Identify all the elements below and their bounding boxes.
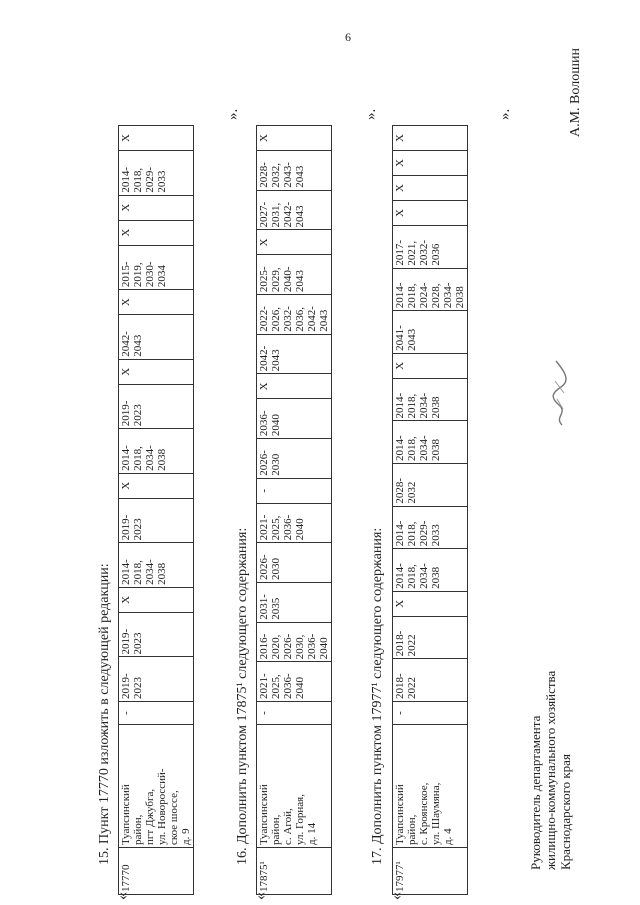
row-cell: 2042- 2043 — [119, 315, 194, 360]
row-cell: 2028- 2032 — [393, 464, 468, 507]
row-cell: 2025- 2029, 2040- 2043 — [257, 255, 332, 295]
row-cell: 2018- 2022 — [393, 616, 468, 659]
row-cell: 2041- 2043 — [393, 311, 468, 354]
row-cell: 2018- 2022 — [393, 659, 468, 702]
row-cell: 2014- 2018, 2034- 2038 — [393, 421, 468, 464]
row-cell: X — [119, 290, 194, 315]
row-cell: 2026- 2030 — [257, 439, 332, 479]
row-cell: 2014- 2018, 2024- 2028, 2034- 2038 — [393, 268, 468, 311]
section-16-heading: 16. Дополнить пунктом 17875¹ следующего содержания: — [235, 527, 250, 865]
row-cell: X — [119, 473, 194, 498]
row-cell: 2031- 2035 — [257, 583, 332, 623]
row-cell: 2028- 2032, 2043- 2043 — [257, 151, 332, 191]
row-cell: X — [119, 195, 194, 220]
row-cell: 2014- 2018, 2034- 2038 — [393, 549, 468, 592]
row-cell: 2027- 2031, 2042- 2043 — [257, 190, 332, 230]
row-cell: 2019- 2023 — [119, 612, 194, 657]
row-cell: X — [393, 151, 468, 176]
section-17-open-quote: « — [388, 892, 405, 900]
row-address: Туапсинский район, пгт Джубга, ул. Новороссий- ское шоссе, д. 9 — [119, 725, 194, 848]
row-cell: 2026- 2030 — [257, 543, 332, 583]
row-cell: X — [119, 587, 194, 612]
signer-position: Руководитель департамента жилищно-коммунального хозяйства Краснодарского края — [528, 670, 573, 870]
row-cell: - — [257, 478, 332, 503]
row-cell: 2036- 2040 — [257, 399, 332, 439]
row-cell: 2014- 2018, 2034- 2038 — [393, 378, 468, 421]
row-address: Туапсинский район, с. Кроянское, ул. Шаумяна, д. 4 — [393, 725, 468, 848]
table-row — [257, 126, 332, 895]
row-cell: 2042- 2043 — [257, 334, 332, 374]
row-number: 17875¹ — [257, 848, 332, 895]
row-cell: 2014- 2018, 2034- 2038 — [119, 429, 194, 474]
row-cell: 2017- 2021, 2032- 2036 — [393, 226, 468, 269]
section-15-open-quote: « — [114, 892, 131, 900]
row-cell: X — [257, 230, 332, 255]
row-cell: - — [257, 702, 332, 725]
row-cell: 2014- 2018, 2029- 2033 — [393, 506, 468, 549]
row-cell: 2019- 2023 — [119, 384, 194, 429]
row-cell: X — [119, 220, 194, 245]
row-cell: 2022- 2026, 2032- 2036, 2042- 2043 — [257, 295, 332, 335]
row-cell: X — [393, 201, 468, 226]
section-17-close-quote: ». — [497, 108, 513, 120]
section-15-table — [118, 125, 194, 895]
row-number: 17977¹ — [393, 848, 468, 895]
page-number: 6 — [345, 30, 351, 44]
row-cell: 2019- 2023 — [119, 657, 194, 702]
row-cell: X — [393, 591, 468, 616]
row-cell: 2019- 2023 — [119, 498, 194, 543]
signer-name: А.М. Волошин — [568, 48, 583, 137]
row-address: Туапсинский район, с. Агой, ул. Горная, д. 14 — [257, 725, 332, 848]
row-cell: X — [393, 126, 468, 151]
row-cell: - — [119, 702, 194, 725]
handwritten-signature-icon — [548, 357, 570, 427]
row-cell: 2014- 2018, 2034- 2038 — [119, 543, 194, 588]
section-15-close-quote: ». — [225, 108, 241, 120]
table-row — [119, 126, 194, 895]
row-cell: X — [393, 353, 468, 378]
section-16-close-quote: ». — [363, 108, 379, 120]
row-cell: X — [257, 126, 332, 151]
section-15-heading: 15. Пункт 17770 изложить в следующей редакции: — [97, 563, 112, 865]
row-cell: 2015- 2019, 2030- 2034 — [119, 245, 194, 290]
table-row — [393, 126, 468, 895]
row-cell: - — [393, 702, 468, 725]
row-cell: X — [257, 374, 332, 399]
row-cell: 2014- 2018, 2029- 2033 — [119, 151, 194, 196]
section-16-open-quote: « — [252, 892, 269, 900]
row-cell: X — [393, 176, 468, 201]
row-cell: 2021- 2025, 2036- 2040 — [257, 662, 332, 702]
section-17-heading: 17. Дополнить пунктом 17977¹ следующего содержания: — [370, 527, 385, 865]
section-17-table — [392, 125, 468, 895]
row-cell: X — [119, 359, 194, 384]
row-cell: 2016- 2020, 2026- 2030, 2036- 2040 — [257, 622, 332, 662]
row-cell: 2021- 2025, 2036- 2040 — [257, 503, 332, 543]
row-number: 17770 — [119, 848, 194, 895]
section-16-table — [256, 125, 332, 895]
row-cell: X — [119, 126, 194, 151]
